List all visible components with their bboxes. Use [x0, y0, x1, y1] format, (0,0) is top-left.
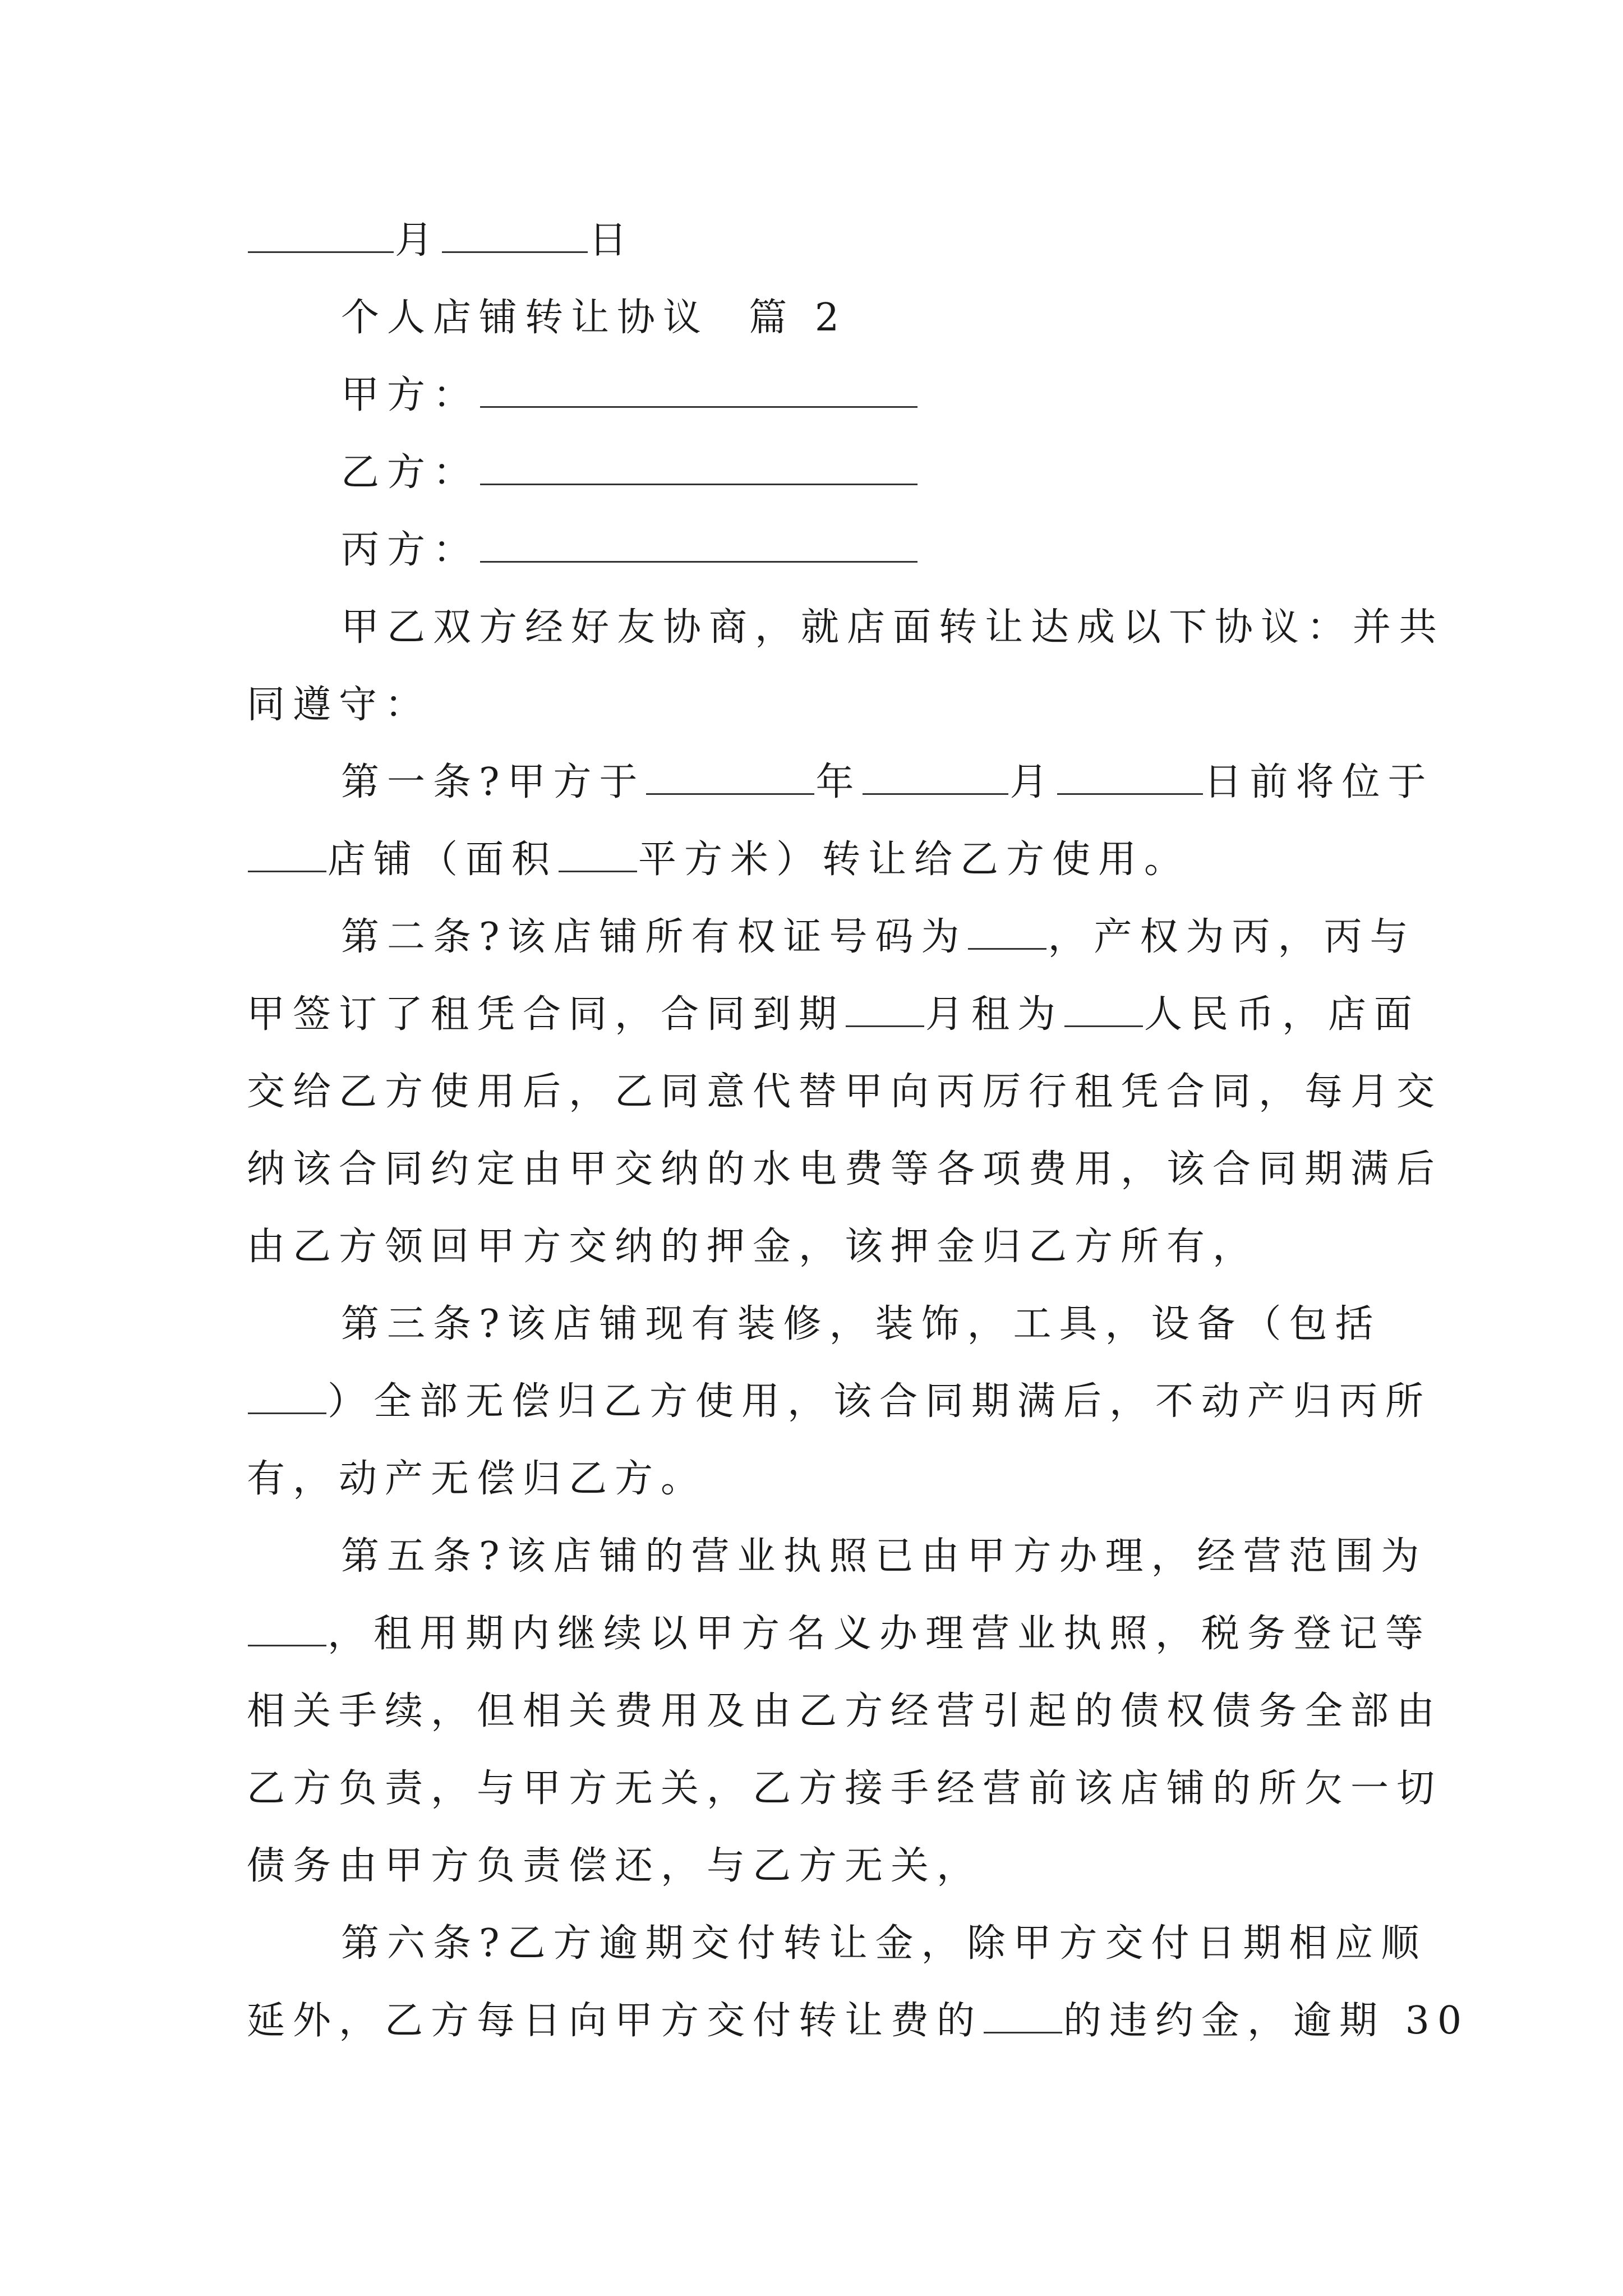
- article-1-text: 平方米）转让给乙方使用。: [638, 838, 1191, 882]
- month-label: 月: [395, 218, 441, 263]
- article-5-text: ，租用期内继续以甲方名义办理营业执照，税务登记等: [328, 1612, 1432, 1656]
- party-b-blank[interactable]: [480, 484, 917, 485]
- party-c-blank[interactable]: [480, 561, 917, 563]
- document-body: [247, 202, 1470, 2060]
- party-a-label: 甲方：: [341, 373, 479, 417]
- article-2: [247, 899, 1443, 1286]
- article-3-line-1: 第三条?该店铺现有装修，装饰，工具，设备（包括: [341, 1302, 1381, 1346]
- article-3-text: ）全部无偿归乙方使用，该合同期满后，不动产归丙所: [328, 1379, 1432, 1424]
- article-6-text: 的违约金，逾期 30: [1063, 1999, 1470, 2043]
- article-1-text: 日前将位于: [1204, 760, 1434, 804]
- blank-field[interactable]: [559, 871, 637, 872]
- article-6: [247, 1905, 1470, 2060]
- blank-field[interactable]: [248, 251, 394, 253]
- article-2-line-5: 由乙方领回甲方交纳的押金，该押金归乙方所有，: [247, 1225, 1259, 1269]
- article-2-line-4: 纳该合同约定由甲交纳的水电费等各项费用，该合同期满后: [247, 1147, 1443, 1191]
- party-a-line: [247, 357, 1391, 434]
- party-a-blank[interactable]: [480, 406, 917, 408]
- article-6-line-1: 第六条?乙方逾期交付转让金，除甲方交付日期相应顺: [341, 1921, 1427, 1966]
- article-1-line-1: [247, 744, 1434, 821]
- party-c-label: 丙方：: [341, 528, 479, 572]
- article-2-text: 第二条?该店铺所有权证号码为: [341, 915, 967, 959]
- article-2-text: 人民币，店面: [1144, 992, 1421, 1037]
- article-5: [247, 1518, 1443, 1905]
- article-6-text: 延外，乙方每日向甲方交付转让费的: [247, 1999, 983, 2043]
- intro-line-1: 甲乙双方经好友协商，就店面转让达成以下协议：并共: [341, 605, 1445, 650]
- article-5-line-4: 乙方负责，与甲方无关，乙方接手经营前该店铺的所欠一切: [247, 1766, 1443, 1811]
- article-5-line-5: 债务由甲方负责偿还，与乙方无关，: [247, 1844, 983, 1888]
- article-3-line-2: [247, 1363, 1432, 1441]
- year-label: 年: [815, 760, 862, 804]
- party-b-label: 乙方：: [341, 450, 479, 495]
- blank-field[interactable]: [248, 1645, 326, 1646]
- blank-field[interactable]: [646, 793, 814, 795]
- blank-field[interactable]: [984, 2032, 1062, 2033]
- article-5-line-3: 相关手续，但相关费用及由乙方经营引起的债权债务全部由: [247, 1689, 1443, 1733]
- intro-line-2: 同遵守：: [247, 683, 431, 727]
- article-2-line-1: [247, 899, 1416, 976]
- month-label: 月: [1009, 760, 1056, 804]
- article-2-text: 月租为: [925, 992, 1064, 1037]
- blank-field[interactable]: [1064, 1025, 1143, 1027]
- article-1-text: 店铺（面积: [328, 838, 558, 882]
- article-5-line-1: 第五条?该店铺的营业执照已由甲方办理，经营范围为: [341, 1534, 1427, 1579]
- blank-field[interactable]: [1057, 793, 1203, 795]
- article-2-text: 甲签订了租凭合同，合同到期: [247, 992, 845, 1037]
- article-3-line-3: 有，动产无偿归乙方。: [247, 1457, 707, 1501]
- article-2-line-2: [247, 976, 1421, 1053]
- blank-field[interactable]: [968, 948, 1046, 950]
- document-title: 个人店铺转让协议 篇 2: [341, 296, 847, 340]
- blank-field[interactable]: [863, 793, 1008, 795]
- article-6-line-2: [247, 1982, 1470, 2060]
- day-label: 日: [589, 218, 635, 263]
- blank-field[interactable]: [248, 871, 326, 872]
- article-5-line-2: [247, 1595, 1432, 1673]
- article-2-line-3: 交给乙方使用后，乙同意代替甲向丙厉行租凭合同，每月交: [247, 1070, 1443, 1114]
- article-1: [247, 744, 1434, 899]
- date-line: [247, 202, 1391, 279]
- party-b-line: [247, 434, 1391, 512]
- article-3: [247, 1286, 1432, 1518]
- blank-field[interactable]: [442, 251, 588, 253]
- article-1-line-2: [247, 821, 1391, 899]
- party-c-line: [247, 512, 1391, 589]
- article-1-text: 第一条?甲方于: [341, 760, 645, 804]
- blank-field[interactable]: [846, 1025, 924, 1027]
- blank-field[interactable]: [248, 1412, 326, 1414]
- intro-paragraph: [247, 589, 1445, 744]
- article-2-text: ，产权为丙，丙与: [1048, 915, 1416, 959]
